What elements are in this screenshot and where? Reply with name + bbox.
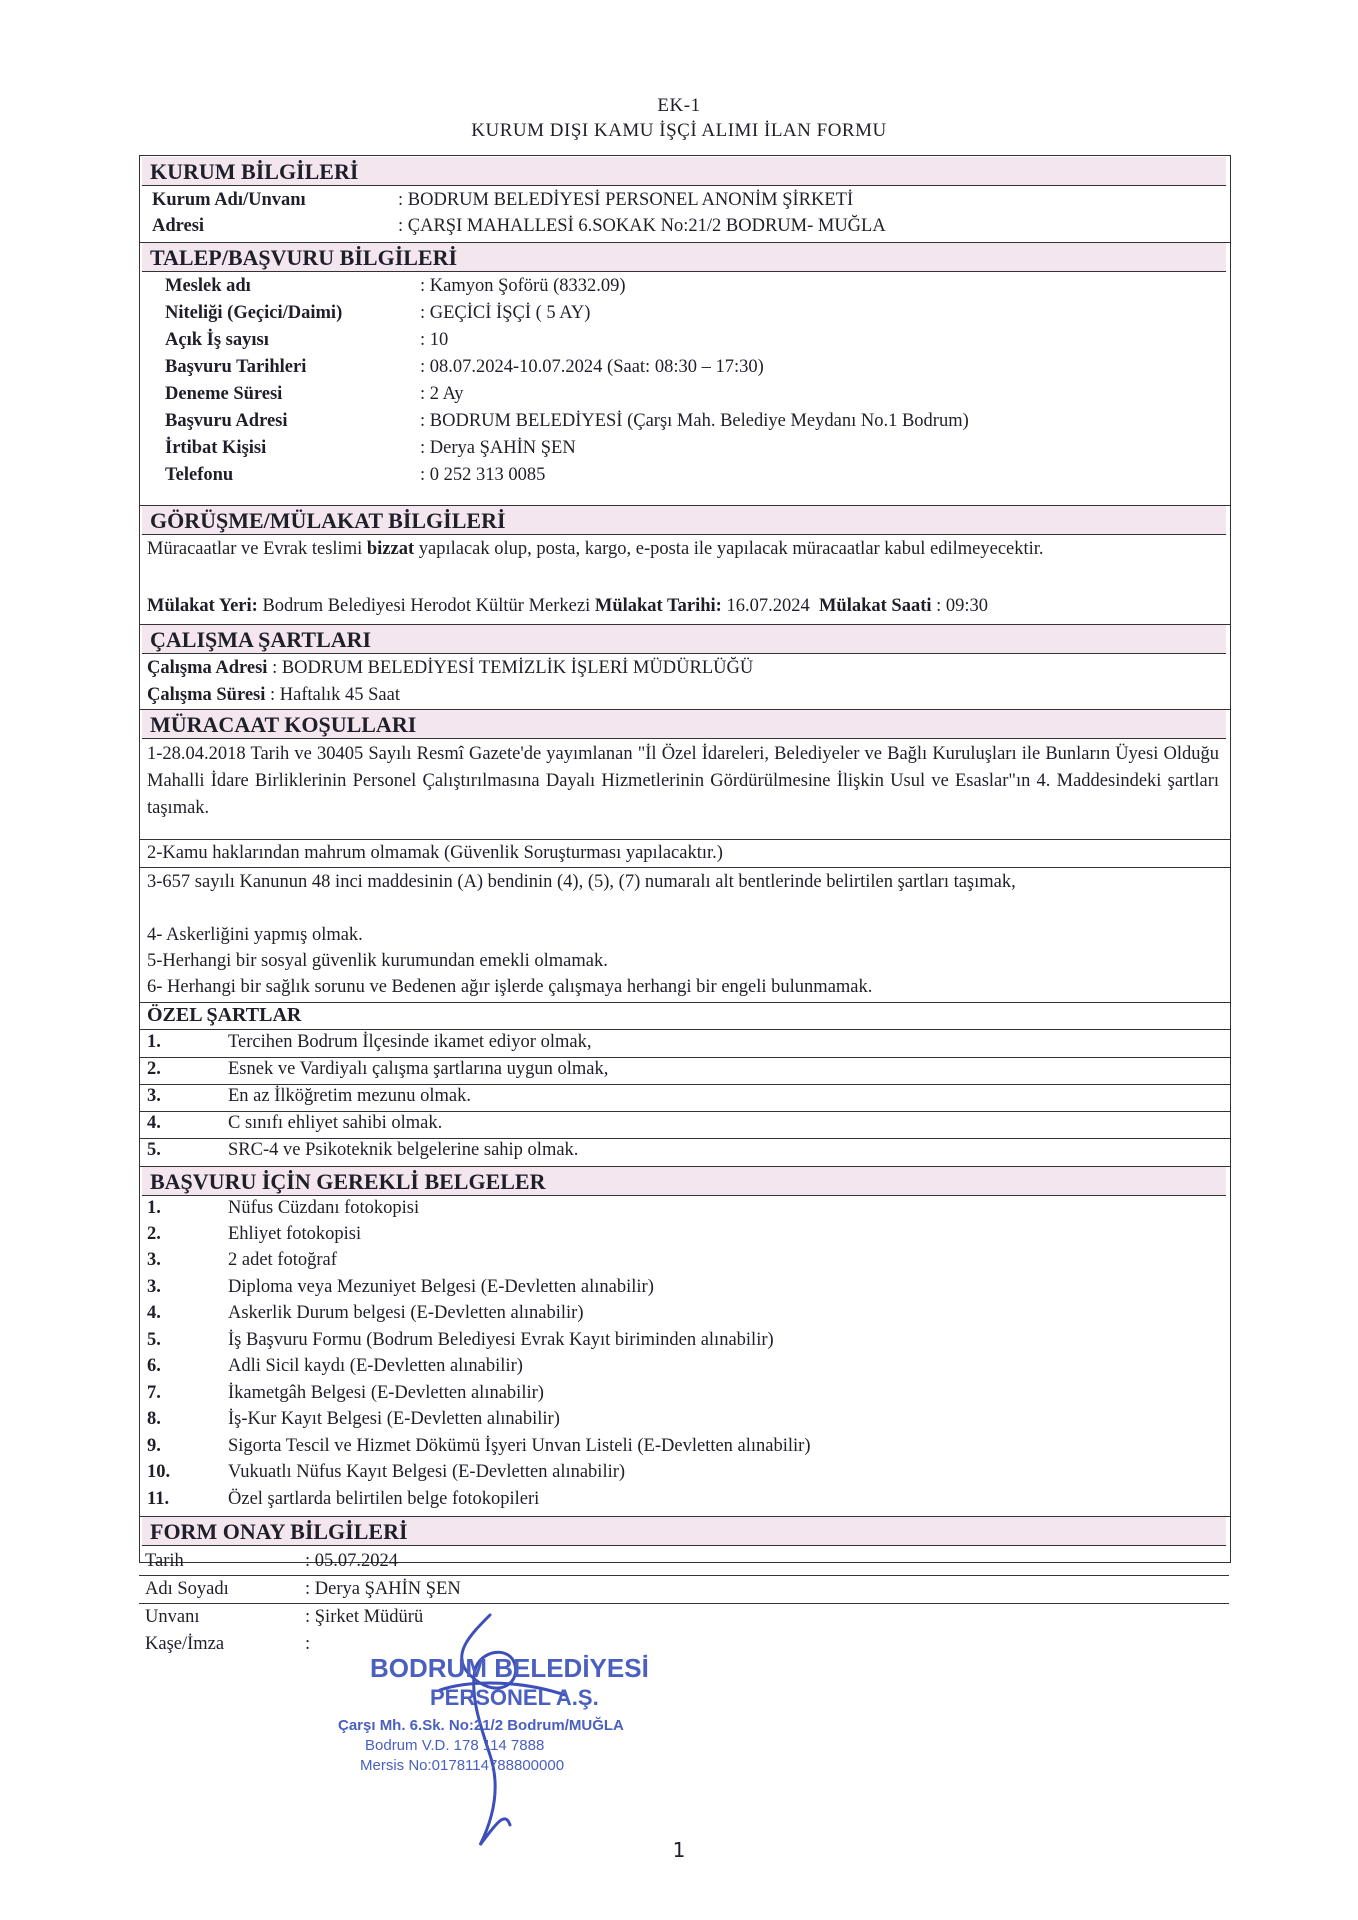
kosul-3: 3-657 sayılı Kanunun 48 inci maddesinin (A) bendinin (4), (5), (7) numaralı alt bentlerinde belirtilen şartları taşımak, [147,872,1016,892]
section-onay-title: FORM ONAY BİLGİLERİ [142,1517,1226,1546]
kosul-4: 4- Askerliğini yapmış olmak. [147,925,363,945]
belge-item: Ehliyet fotokopisi [228,1224,362,1244]
stamp-line-4: Bodrum V.D. 178 114 7888 [365,1737,545,1754]
nitelik-label: Niteliği (Geçici/Daimi) [165,303,343,323]
ozel-num: 3. [147,1086,161,1106]
onay-unvan-label: Unvanı [145,1607,200,1627]
onay-kase-value: : [305,1634,311,1654]
calisma-sure-value: : Haftalık 45 Saat [265,685,400,705]
acik-is-label: Açık İş sayısı [165,330,269,350]
calisma-adres-row [147,656,753,680]
onay-unvan-value: : Şirket Müdürü [305,1607,424,1627]
onay-ad-label: Adı Soyadı [145,1579,229,1599]
meslek-value: : Kamyon Şoförü (8332.09) [420,276,626,296]
meslek-label: Meslek adı [165,276,251,296]
mulakat-yer-value: Bodrum Belediyesi Herodot Kültür Merkezi [257,596,595,616]
onay-tarih-label: Tarih [145,1551,184,1571]
deneme-label: Deneme Süresi [165,384,283,404]
kurum-adi-label: Kurum Adı/Unvanı [152,190,306,210]
onay-tarih-value: : 05.07.2024 [305,1551,399,1571]
ozel-item: Esnek ve Vardiyalı çalışma şartlarına uygun olmak, [228,1059,609,1079]
nitelik-value: : GEÇİCİ İŞÇİ ( 5 AY) [420,303,591,323]
divider [139,1575,1229,1576]
ozel-num: 2. [147,1059,161,1079]
section-calisma-title: ÇALIŞMA ŞARTLARI [142,625,1226,654]
belge-num: 10. [147,1462,171,1482]
calisma-adres-value: : BODRUM BELEDİYESİ TEMİZLİK İŞLERİ MÜDÜRLÜĞÜ [267,658,754,678]
ozel-item: C sınıfı ehliyet sahibi olmak. [228,1113,443,1133]
mulakat-saat-label: Mülakat Saati [818,596,932,616]
belge-num: 4. [147,1303,161,1323]
calisma-sure-label: Çalışma Süresi [147,685,266,705]
belge-item: İkametgâh Belgesi (E-Devletten alınabilir) [228,1383,544,1403]
belge-num: 5. [147,1330,161,1350]
section-kurum-title: KURUM BİLGİLERİ [142,157,1226,186]
divider [139,839,1231,840]
calisma-adres-label: Çalışma Adresi [147,658,268,678]
divider [139,1002,1231,1003]
annex-label: EK-1 [657,95,701,116]
divider [139,1138,1231,1139]
belge-num: 11. [147,1489,170,1509]
section-muracaat-title: MÜRACAAT KOŞULLARI [142,710,1226,739]
calisma-sure-row [147,683,400,707]
divider [139,1029,1231,1030]
onay-ad-value: : Derya ŞAHİN ŞEN [305,1579,461,1599]
onay-kase-label: Kaşe/İmza [145,1634,225,1654]
mulakat-tarih-label: Mülakat Tarihi: [594,596,722,616]
telefon-value: : 0 252 313 0085 [420,465,546,485]
belge-item: Vukuatlı Nüfus Kayıt Belgesi (E-Devletten alınabilir) [228,1462,626,1482]
ozel-item: Tercihen Bodrum İlçesinde ikamet ediyor olmak, [228,1032,592,1052]
belge-item: Askerlik Durum belgesi (E-Devletten alınabilir) [228,1303,584,1323]
kurum-adres-value: : ÇARŞI MAHALLESİ 6.SOKAK No:21/2 BODRUM- MUĞLA [398,216,886,236]
mulakat-yer-label: Mülakat Yeri: [147,596,258,616]
deneme-value: : 2 Ay [420,384,464,404]
kurum-adi-value: : BODRUM BELEDİYESİ PERSONEL ANONİM ŞİRKETİ [398,190,854,210]
ozel-item: En az İlköğretim mezunu olmak. [228,1086,471,1106]
section-talep-title: TALEP/BAŞVURU BİLGİLERİ [142,243,1226,272]
belge-item: Özel şartlarda belirtilen belge fotokopileri [228,1489,540,1509]
divider [139,867,1231,868]
ozel-num: 4. [147,1113,161,1133]
divider [139,1084,1231,1085]
belge-item: İş-Kur Kayıt Belgesi (E-Devletten alınabilir) [228,1409,560,1429]
kosul-2: 2-Kamu haklarından mahrum olmamak (Güvenlik Soruşturması yapılacaktır.) [147,843,723,863]
kurum-adres-label: Adresi [152,216,205,236]
belge-num: 3. [147,1250,161,1270]
belge-num: 1. [147,1198,161,1218]
basvuru-adres-label: Başvuru Adresi [165,411,288,431]
gorusme-text-part: yapılacak olup, posta, kargo, e-posta ile yapılacak müracaatlar kabul edilmeyecektir. [414,539,1044,559]
mulakat-tarih-value: 16.07.2024 [721,596,815,616]
section-gorusme-title: GÖRÜŞME/MÜLAKAT BİLGİLERİ [142,506,1226,535]
belge-num: 2. [147,1224,161,1244]
belge-num: 6. [147,1356,161,1376]
basvuru-tarih-value: : 08.07.2024-10.07.2024 (Saat: 08:30 – 17:30) [420,357,764,377]
belge-item: Diploma veya Mezuniyet Belgesi (E-Devletten alınabilir) [228,1277,654,1297]
company-stamp [320,1595,660,1865]
belge-num: 7. [147,1383,161,1403]
gorusme-text-bold: bizzat [366,539,415,559]
mulakat-line [147,594,988,618]
stamp-line-2: PERSONEL A.Ş. [430,1685,599,1710]
mulakat-saat-value: : 09:30 [931,596,989,616]
basvuru-tarih-label: Başvuru Tarihleri [165,357,307,377]
kosul-1: 1-28.04.2018 Tarih ve 30405 Sayılı Resmî Gazete'de yayımlanan "İl Özel İdareleri, Belediyeler ve Bağlı Kuruluşları ile Bunların Üyesi Olduğu Mahalli İdare Birliklerinin Personel Çalıştırılmasına Dayalı Hizmetlerinin Gördürülmesine İlişkin Usul ve Esaslar"ın 4. Maddesindeki şartları taşımak. [147,744,1219,818]
telefon-label: Telefonu [165,465,234,485]
belge-item: Sigorta Tescil ve Hizmet Dökümü İşyeri Unvan Listeli (E-Devletten alınabilir) [228,1436,811,1456]
ozel-item: SRC-4 ve Psikoteknik belgelerine sahip olmak. [228,1140,579,1160]
stamp-line-1: BODRUM BELEDİYESİ [370,1653,649,1683]
irtibat-value: : Derya ŞAHİN ŞEN [420,438,576,458]
section-ozel-title: ÖZEL ŞARTLAR [147,1004,302,1026]
belge-item: 2 adet fotoğraf [228,1250,337,1270]
stamp-line-3: Çarşı Mh. 6.Sk. No:21/2 Bodrum/MUĞLA [338,1717,624,1734]
belge-item: Adli Sicil kaydı (E-Devletten alınabilir) [228,1356,523,1376]
belge-num: 9. [147,1436,161,1456]
basvuru-adres-value: : BODRUM BELEDİYESİ (Çarşı Mah. Belediye Meydanı No.1 Bodrum) [420,411,969,431]
belge-num: 3. [147,1277,161,1297]
section-belgeler-title: BAŞVURU İÇİN GEREKLİ BELGELER [142,1167,1226,1196]
form-title: KURUM DIŞI KAMU İŞÇİ ALIMI İLAN FORMU [471,120,887,141]
kosul-6: 6- Herhangi bir sağlık sorunu ve Bedenen ağır işlerde çalışmaya herhangi bir engeli bulunmamak. [147,977,873,997]
divider [139,1057,1231,1058]
divider [139,1603,1229,1604]
gorusme-text-part: Müracaatlar ve Evrak teslimi [147,539,367,559]
kosul-5: 5-Herhangi bir sosyal güvenlik kurumundan emekli olmamak. [147,951,608,971]
belge-item: İş Başvuru Formu (Bodrum Belediyesi Evrak Kayıt biriminden alınabilir) [228,1330,774,1350]
acik-is-value: : 10 [420,330,449,350]
irtibat-label: İrtibat Kişisi [165,438,267,458]
belge-item: Nüfus Cüzdanı fotokopisi [228,1198,420,1218]
gorusme-text [147,537,1219,562]
belge-num: 8. [147,1409,161,1429]
stamp-line-5: Mersis No:0178114788800000 [360,1757,565,1774]
divider [139,1111,1231,1112]
ozel-num: 5. [147,1140,161,1160]
ozel-num: 1. [147,1032,161,1052]
page-number: 1 [672,1838,686,1862]
